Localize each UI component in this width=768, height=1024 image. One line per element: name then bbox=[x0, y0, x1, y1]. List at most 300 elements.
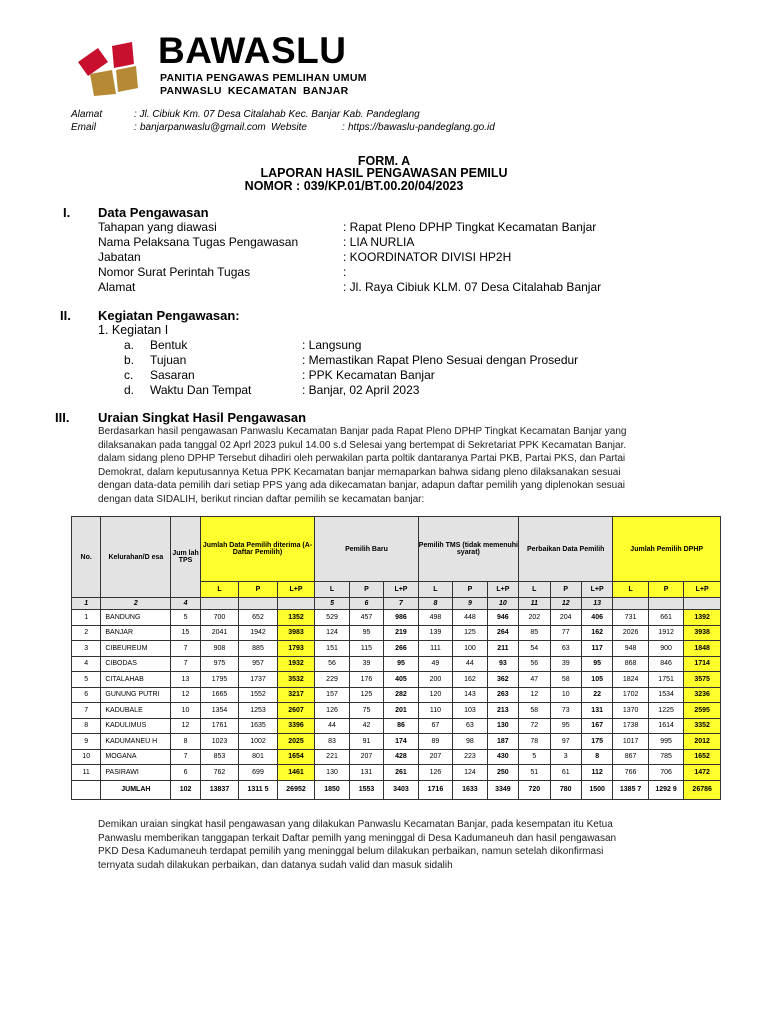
table-cell: 151 bbox=[315, 641, 349, 657]
table-cell: 457 bbox=[349, 610, 383, 626]
table-cell: 1793 bbox=[277, 641, 315, 657]
field-value: : KOORDINATOR DIVISI HP2H bbox=[343, 250, 512, 264]
village-name: KADUMANEU H bbox=[101, 734, 171, 750]
col-num: 7 bbox=[384, 598, 418, 610]
col-num: 11 bbox=[519, 598, 550, 610]
col-num: 4 bbox=[171, 598, 200, 610]
sub-header: L bbox=[418, 582, 452, 598]
table-cell: 175 bbox=[581, 734, 612, 750]
item-label: Waktu Dan Tempat bbox=[150, 383, 252, 397]
table-cell: 1795 bbox=[200, 672, 239, 688]
table-cell: 1352 bbox=[277, 610, 315, 626]
address-value: : Jl. Cibiuk Km. 07 Desa Citalahab Kec. Banjar Kab. Pandeglang bbox=[134, 109, 420, 120]
table-cell: 661 bbox=[648, 610, 683, 626]
col-num bbox=[684, 598, 721, 610]
table-cell: 204 bbox=[550, 610, 581, 626]
row-number: 2 bbox=[72, 625, 101, 641]
table-cell: 44 bbox=[315, 718, 349, 734]
tps-count: 8 bbox=[171, 734, 200, 750]
table-cell: 1614 bbox=[648, 718, 683, 734]
table-cell: 1225 bbox=[648, 703, 683, 719]
table-cell: 1738 bbox=[613, 718, 648, 734]
table-cell: 223 bbox=[453, 749, 487, 765]
closing-line: ternyata sudah dilakukan perbaikan, dan datanya sudah valid dan masuk sidalih bbox=[98, 860, 453, 871]
website-label: Website bbox=[271, 122, 307, 133]
kegiatan-item: 1. Kegiatan I bbox=[98, 323, 169, 337]
table-cell: 10 bbox=[550, 687, 581, 703]
total-cell: 3349 bbox=[487, 780, 518, 799]
row-number: 9 bbox=[72, 734, 101, 750]
email-label: Email bbox=[71, 122, 97, 133]
table-cell: 529 bbox=[315, 610, 349, 626]
tps-count: 10 bbox=[171, 703, 200, 719]
table-cell: 139 bbox=[418, 625, 452, 641]
item-letter: d. bbox=[124, 383, 135, 397]
table-row bbox=[72, 672, 721, 688]
table-cell: 1534 bbox=[648, 687, 683, 703]
table-cell: 130 bbox=[487, 718, 518, 734]
table-cell: 221 bbox=[315, 749, 349, 765]
sub-header: P bbox=[550, 582, 581, 598]
table-cell: 111 bbox=[418, 641, 452, 657]
header-data-pemilih: Jumlah Data Pemilih diterima (A-Daftar Pemilih) bbox=[200, 517, 315, 582]
table-cell: 56 bbox=[519, 656, 550, 672]
village-name: BANJAR bbox=[101, 625, 171, 641]
table-cell: 946 bbox=[487, 610, 518, 626]
table-cell: 100 bbox=[453, 641, 487, 657]
table-cell: 2026 bbox=[613, 625, 648, 641]
field-label: Tahapan yang diawasi bbox=[98, 220, 217, 234]
table-cell: 868 bbox=[613, 656, 648, 672]
table-row bbox=[72, 718, 721, 734]
paragraph-line: dengan data-data pemilih dari setiap PPS yang ada dikecamatan banjar, adapun daftar pemilih yang diplenokan sesuai bbox=[98, 480, 626, 491]
table-cell: 261 bbox=[384, 765, 418, 781]
table-row bbox=[72, 734, 721, 750]
section-2-title: Kegiatan Pengawasan: bbox=[98, 308, 240, 323]
table-cell: 72 bbox=[519, 718, 550, 734]
table-cell: 91 bbox=[349, 734, 383, 750]
section-1-number: I. bbox=[63, 205, 71, 220]
village-name: CIBODAS bbox=[101, 656, 171, 672]
table-cell: 706 bbox=[648, 765, 683, 781]
sub-header: L+P bbox=[581, 582, 612, 598]
tps-count: 6 bbox=[171, 765, 200, 781]
tps-count: 12 bbox=[171, 687, 200, 703]
item-letter: a. bbox=[124, 338, 135, 352]
table-cell: 1912 bbox=[648, 625, 683, 641]
village-name: CITALAHAB bbox=[101, 672, 171, 688]
website-link[interactable]: https://bawaslu-pandeglang.go.id bbox=[348, 122, 495, 133]
table-cell: 885 bbox=[239, 641, 278, 657]
table-cell: 86 bbox=[384, 718, 418, 734]
bawaslu-logo-icon bbox=[76, 40, 144, 98]
total-cell: 780 bbox=[550, 780, 581, 799]
field-label: Jabatan bbox=[98, 250, 141, 264]
table-cell: 211 bbox=[487, 641, 518, 657]
col-num: 6 bbox=[349, 598, 383, 610]
field-label: Nama Pelaksana Tugas Pengawasan bbox=[98, 235, 299, 249]
table-cell: 362 bbox=[487, 672, 518, 688]
table-cell: 167 bbox=[581, 718, 612, 734]
table-cell: 213 bbox=[487, 703, 518, 719]
table-cell: 207 bbox=[418, 749, 452, 765]
sub-header: P bbox=[453, 582, 487, 598]
item-letter: b. bbox=[124, 353, 135, 367]
table-cell: 846 bbox=[648, 656, 683, 672]
table-cell: 78 bbox=[519, 734, 550, 750]
report-title: LAPORAN HASIL PENGAWASAN PEMILU bbox=[260, 166, 508, 180]
table-cell: 93 bbox=[487, 656, 518, 672]
table-cell: 124 bbox=[453, 765, 487, 781]
table-cell: 157 bbox=[315, 687, 349, 703]
table-cell: 3575 bbox=[684, 672, 721, 688]
table-cell: 801 bbox=[239, 749, 278, 765]
header-kelurahan: Kelurahan/D esa bbox=[101, 517, 171, 598]
closing-line: PKD Desa Kadumaneuh terdapat pemilih yang meninggal belum dilakukan perbaikan, namun setelah dikonfirmasi bbox=[98, 846, 604, 857]
sub-header: L bbox=[200, 582, 239, 598]
paragraph-line: Demokrat, dalam keputusannya Ketua PPK Kecamatan banjar memaparkan bahwa sidang pleno dilaksanakan sesuai bbox=[98, 467, 621, 478]
paragraph-line: Berdasarkan hasil pengawasan Panwaslu Kecamatan Banjar pada Rapat Pleno DPHP Tingkat Kecamatan Banjar yang bbox=[98, 426, 627, 437]
village-name: CIBEUREUM bbox=[101, 641, 171, 657]
table-cell: 1635 bbox=[239, 718, 278, 734]
table-cell: 1652 bbox=[684, 749, 721, 765]
field-value: : Jl. Raya Cibiuk KLM. 07 Desa Citalahab Banjar bbox=[343, 280, 602, 294]
table-cell: 1702 bbox=[613, 687, 648, 703]
table-cell: 219 bbox=[384, 625, 418, 641]
table-cell: 250 bbox=[487, 765, 518, 781]
table-cell: 8 bbox=[581, 749, 612, 765]
col-num: 8 bbox=[418, 598, 452, 610]
row-number: 5 bbox=[72, 672, 101, 688]
table-cell: 187 bbox=[487, 734, 518, 750]
table-cell: 1665 bbox=[200, 687, 239, 703]
col-num: 9 bbox=[453, 598, 487, 610]
email-sep: : bbox=[134, 122, 137, 133]
sub-header: L+P bbox=[277, 582, 315, 598]
field-label: Nomor Surat Perintah Tugas bbox=[98, 265, 251, 279]
table-cell: 229 bbox=[315, 672, 349, 688]
table-cell: 207 bbox=[349, 749, 383, 765]
tps-count: 7 bbox=[171, 656, 200, 672]
section-1-title: Data Pengawasan bbox=[98, 205, 209, 220]
table-cell: 83 bbox=[315, 734, 349, 750]
field-value: : LIA NURLIA bbox=[343, 235, 415, 249]
paragraph-line: dalam sidang pleno DPHP Tersebut dihadiri oleh perwakilan parta poltik dantaranya Partai PKB, Partai PKS, dan Partai bbox=[98, 453, 626, 464]
form-title: FORM. A bbox=[357, 154, 411, 168]
table-cell: 95 bbox=[349, 625, 383, 641]
table-cell: 3 bbox=[550, 749, 581, 765]
field-value: : bbox=[343, 265, 347, 279]
table-cell: 766 bbox=[613, 765, 648, 781]
item-value: : Banjar, 02 April 2023 bbox=[302, 383, 420, 397]
table-cell: 853 bbox=[200, 749, 239, 765]
col-num bbox=[239, 598, 278, 610]
table-cell: 58 bbox=[519, 703, 550, 719]
table-cell: 112 bbox=[581, 765, 612, 781]
table-cell: 110 bbox=[418, 703, 452, 719]
total-cell: 720 bbox=[519, 780, 550, 799]
table-cell: 174 bbox=[384, 734, 418, 750]
table-cell: 143 bbox=[453, 687, 487, 703]
header-perbaikan: Perbaikan Data Pemilih bbox=[519, 517, 613, 582]
item-value: : Memastikan Rapat Pleno Sesuai dengan Prosedur bbox=[302, 353, 579, 367]
table-cell: 1942 bbox=[239, 625, 278, 641]
table-cell: 1932 bbox=[277, 656, 315, 672]
total-row bbox=[72, 780, 721, 799]
table-cell: 699 bbox=[239, 765, 278, 781]
table-cell: 1354 bbox=[200, 703, 239, 719]
col-num bbox=[648, 598, 683, 610]
column-number-row bbox=[72, 598, 721, 610]
tps-count: 13 bbox=[171, 672, 200, 688]
website-sep: : bbox=[342, 122, 345, 133]
table-cell: 785 bbox=[648, 749, 683, 765]
header-tps: Jum lah TPS bbox=[171, 517, 200, 598]
table-cell: 1654 bbox=[277, 749, 315, 765]
item-label: Sasaran bbox=[150, 368, 195, 382]
row-number: 11 bbox=[72, 765, 101, 781]
table-cell: 498 bbox=[418, 610, 452, 626]
table-cell: 2012 bbox=[684, 734, 721, 750]
col-num: 1 bbox=[72, 598, 101, 610]
item-value: : Langsung bbox=[302, 338, 362, 352]
table-cell: 95 bbox=[581, 656, 612, 672]
table-cell: 200 bbox=[418, 672, 452, 688]
tps-count: 7 bbox=[171, 641, 200, 657]
col-num: 13 bbox=[581, 598, 612, 610]
header-line-2: PANWASLU KECAMATAN BANJAR bbox=[160, 85, 349, 97]
table-cell: 44 bbox=[453, 656, 487, 672]
item-value: : PPK Kecamatan Banjar bbox=[302, 368, 435, 382]
table-cell: 1714 bbox=[684, 656, 721, 672]
total-tps: 102 bbox=[171, 780, 200, 799]
table-cell: 56 bbox=[315, 656, 349, 672]
table-cell: 58 bbox=[550, 672, 581, 688]
address-label: Alamat bbox=[71, 109, 103, 120]
total-cell: 26952 bbox=[277, 780, 315, 799]
header-pemilih-baru: Pemilih Baru bbox=[315, 517, 418, 582]
table-cell: 1751 bbox=[648, 672, 683, 688]
table-cell: 2041 bbox=[200, 625, 239, 641]
sub-header: P bbox=[349, 582, 383, 598]
total-cell: 1850 bbox=[315, 780, 349, 799]
table-cell: 3938 bbox=[684, 625, 721, 641]
row-number: 3 bbox=[72, 641, 101, 657]
table-cell: 49 bbox=[418, 656, 452, 672]
table-cell: 700 bbox=[200, 610, 239, 626]
table-cell: 47 bbox=[519, 672, 550, 688]
section-3-title: Uraian Singkat Hasil Pengawasan bbox=[98, 410, 307, 425]
col-num: 12 bbox=[550, 598, 581, 610]
table-cell: 264 bbox=[487, 625, 518, 641]
table-cell: 103 bbox=[453, 703, 487, 719]
table-cell: 1552 bbox=[239, 687, 278, 703]
table-cell: 448 bbox=[453, 610, 487, 626]
table-cell: 75 bbox=[349, 703, 383, 719]
table-cell: 2595 bbox=[684, 703, 721, 719]
table-cell: 1472 bbox=[684, 765, 721, 781]
table-cell: 97 bbox=[550, 734, 581, 750]
table-cell: 405 bbox=[384, 672, 418, 688]
table-cell: 131 bbox=[349, 765, 383, 781]
table-cell: 2607 bbox=[277, 703, 315, 719]
table-cell: 1737 bbox=[239, 672, 278, 688]
total-cell: 13837 bbox=[200, 780, 239, 799]
table-cell: 162 bbox=[581, 625, 612, 641]
email-link[interactable]: banjarpanwaslu@gmail.com bbox=[140, 122, 266, 133]
table-cell: 85 bbox=[519, 625, 550, 641]
table-cell: 1848 bbox=[684, 641, 721, 657]
col-num bbox=[613, 598, 648, 610]
total-cell: 1311 5 bbox=[239, 780, 278, 799]
table-cell: 67 bbox=[418, 718, 452, 734]
table-cell: 1461 bbox=[277, 765, 315, 781]
table-cell: 2025 bbox=[277, 734, 315, 750]
table-cell: 1253 bbox=[239, 703, 278, 719]
col-num: 10 bbox=[487, 598, 518, 610]
table-cell: 3532 bbox=[277, 672, 315, 688]
row-number: 10 bbox=[72, 749, 101, 765]
closing-line: Demikan uraian singkat hasil pengawasan yang dilakukan Panwaslu Kecamatan Banjar, pada kesempatan itu Ketua bbox=[98, 819, 613, 830]
total-cell: 1385 7 bbox=[613, 780, 648, 799]
table-cell: 162 bbox=[453, 672, 487, 688]
section-2-number: II. bbox=[60, 308, 71, 323]
field-label: Alamat bbox=[98, 280, 136, 294]
table-cell: 95 bbox=[384, 656, 418, 672]
table-cell: 115 bbox=[349, 641, 383, 657]
table-row bbox=[72, 625, 721, 641]
total-cell: 1500 bbox=[581, 780, 612, 799]
table-cell: 762 bbox=[200, 765, 239, 781]
header-pemilih-tms: Pemilih TMS (tidak memenuhi syarat) bbox=[418, 517, 518, 582]
table-cell: 430 bbox=[487, 749, 518, 765]
col-num bbox=[200, 598, 239, 610]
table-cell: 1824 bbox=[613, 672, 648, 688]
sub-header: L+P bbox=[384, 582, 418, 598]
row-number: 7 bbox=[72, 703, 101, 719]
sub-header: L bbox=[613, 582, 648, 598]
table-cell: 125 bbox=[453, 625, 487, 641]
table-cell: 1002 bbox=[239, 734, 278, 750]
table-cell: 39 bbox=[550, 656, 581, 672]
table-cell: 125 bbox=[349, 687, 383, 703]
table-cell: 39 bbox=[349, 656, 383, 672]
table-row bbox=[72, 703, 721, 719]
sub-header: P bbox=[648, 582, 683, 598]
header-line-1: PANITIA PENGAWAS PEMLIHAN UMUM bbox=[160, 72, 367, 84]
village-name: MOGANA bbox=[101, 749, 171, 765]
table-cell: 731 bbox=[613, 610, 648, 626]
voter-data-table bbox=[71, 516, 721, 800]
village-name: PASIRAWI bbox=[101, 765, 171, 781]
sub-header: P bbox=[239, 582, 278, 598]
total-cell: 1716 bbox=[418, 780, 452, 799]
table-cell: 131 bbox=[581, 703, 612, 719]
total-cell bbox=[72, 780, 101, 799]
table-cell: 957 bbox=[239, 656, 278, 672]
sub-header: L bbox=[519, 582, 550, 598]
table-cell: 652 bbox=[239, 610, 278, 626]
paragraph-line: dilaksanakan pada tanggal 02 Aprl 2023 pukul 14.00 s.d Selesai yang bertempat di Sekretariat PPK Kecamatan Banjar. bbox=[98, 440, 627, 451]
table-cell: 105 bbox=[581, 672, 612, 688]
village-name: KADUBALE bbox=[101, 703, 171, 719]
table-cell: 948 bbox=[613, 641, 648, 657]
table-cell: 120 bbox=[418, 687, 452, 703]
table-cell: 3217 bbox=[277, 687, 315, 703]
table-cell: 1761 bbox=[200, 718, 239, 734]
village-name: KADULIMUS bbox=[101, 718, 171, 734]
table-cell: 1392 bbox=[684, 610, 721, 626]
table-cell: 202 bbox=[519, 610, 550, 626]
table-cell: 3352 bbox=[684, 718, 721, 734]
table-cell: 89 bbox=[418, 734, 452, 750]
tps-count: 12 bbox=[171, 718, 200, 734]
col-num: 5 bbox=[315, 598, 349, 610]
table-cell: 130 bbox=[315, 765, 349, 781]
row-number: 6 bbox=[72, 687, 101, 703]
table-cell: 176 bbox=[349, 672, 383, 688]
table-row bbox=[72, 641, 721, 657]
table-cell: 900 bbox=[648, 641, 683, 657]
tps-count: 7 bbox=[171, 749, 200, 765]
table-cell: 5 bbox=[519, 749, 550, 765]
section-3-number: III. bbox=[55, 410, 70, 425]
col-num bbox=[277, 598, 315, 610]
table-cell: 63 bbox=[453, 718, 487, 734]
row-number: 8 bbox=[72, 718, 101, 734]
table-cell: 995 bbox=[648, 734, 683, 750]
field-value: : Rapat Pleno DPHP Tingkat Kecamatan Banjar bbox=[343, 220, 597, 234]
report-number: NOMOR : 039/KP.01/BT.00.20/04/2023 bbox=[244, 179, 464, 193]
tps-count: 5 bbox=[171, 610, 200, 626]
total-cell: 1292 9 bbox=[648, 780, 683, 799]
table-cell: 908 bbox=[200, 641, 239, 657]
table-row bbox=[72, 687, 721, 703]
table-cell: 867 bbox=[613, 749, 648, 765]
table-cell: 98 bbox=[453, 734, 487, 750]
table-cell: 51 bbox=[519, 765, 550, 781]
table-cell: 124 bbox=[315, 625, 349, 641]
table-cell: 201 bbox=[384, 703, 418, 719]
item-label: Bentuk bbox=[150, 338, 188, 352]
table-cell: 126 bbox=[418, 765, 452, 781]
table-cell: 3396 bbox=[277, 718, 315, 734]
sub-header: L+P bbox=[684, 582, 721, 598]
item-letter: c. bbox=[124, 368, 134, 382]
table-cell: 266 bbox=[384, 641, 418, 657]
table-cell: 975 bbox=[200, 656, 239, 672]
village-name: BANDUNG bbox=[101, 610, 171, 626]
table-cell: 22 bbox=[581, 687, 612, 703]
col-num: 2 bbox=[101, 598, 171, 610]
table-row bbox=[72, 656, 721, 672]
table-cell: 406 bbox=[581, 610, 612, 626]
table-cell: 61 bbox=[550, 765, 581, 781]
row-number: 4 bbox=[72, 656, 101, 672]
table-cell: 95 bbox=[550, 718, 581, 734]
total-cell: 1633 bbox=[453, 780, 487, 799]
paragraph-line: dengan data SIDALIH, berikut rincian daftar pemilih se kecamatan banjar: bbox=[98, 494, 425, 505]
total-cell: 26786 bbox=[684, 780, 721, 799]
table-cell: 54 bbox=[519, 641, 550, 657]
table-row bbox=[72, 765, 721, 781]
total-label: JUMLAH bbox=[101, 780, 171, 799]
table-cell: 1023 bbox=[200, 734, 239, 750]
sub-header: L+P bbox=[487, 582, 518, 598]
total-cell: 3403 bbox=[384, 780, 418, 799]
table-cell: 117 bbox=[581, 641, 612, 657]
table-cell: 1017 bbox=[613, 734, 648, 750]
